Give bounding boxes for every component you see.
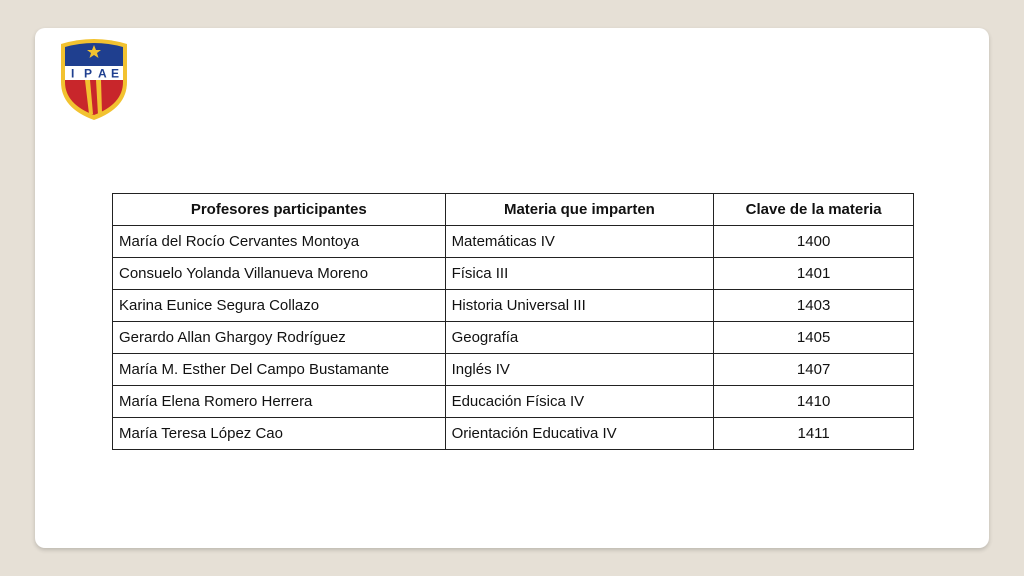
subject-cell: Física III (445, 258, 714, 290)
table-header-row (113, 194, 914, 226)
teacher-cell: María Elena Romero Herrera (113, 386, 446, 418)
ipae-shield-logo-icon (55, 36, 133, 122)
code-cell: 1403 (714, 290, 914, 322)
code-cell: 1411 (714, 418, 914, 450)
logo-letter: A (98, 66, 107, 81)
table-row (113, 322, 914, 354)
logo-letter: E (111, 66, 120, 81)
teacher-cell: María Teresa López Cao (113, 418, 446, 450)
table-row (113, 354, 914, 386)
table-row (113, 386, 914, 418)
subject-cell: Matemáticas IV (445, 226, 714, 258)
subject-cell: Educación Física IV (445, 386, 714, 418)
code-cell: 1405 (714, 322, 914, 354)
subject-cell: Historia Universal III (445, 290, 714, 322)
teacher-cell: Consuelo Yolanda Villanueva Moreno (113, 258, 446, 290)
subject-cell: Inglés IV (445, 354, 714, 386)
code-cell: 1407 (714, 354, 914, 386)
teacher-cell: Gerardo Allan Ghargoy Rodríguez (113, 322, 446, 354)
teachers-table (112, 193, 914, 450)
column-header-code: Clave de la materia (714, 194, 914, 226)
table-row (113, 226, 914, 258)
column-header-subject: Materia que imparten (445, 194, 714, 226)
teacher-cell: María del Rocío Cervantes Montoya (113, 226, 446, 258)
column-header-teachers: Profesores participantes (113, 194, 446, 226)
table-row (113, 290, 914, 322)
table-row (113, 418, 914, 450)
code-cell: 1400 (714, 226, 914, 258)
logo-letter: I (71, 66, 75, 81)
subject-cell: Geografía (445, 322, 714, 354)
logo-letter: P (84, 66, 93, 81)
teacher-cell: María M. Esther Del Campo Bustamante (113, 354, 446, 386)
teacher-cell: Karina Eunice Segura Collazo (113, 290, 446, 322)
table-row (113, 258, 914, 290)
slide (35, 28, 989, 548)
code-cell: 1410 (714, 386, 914, 418)
code-cell: 1401 (714, 258, 914, 290)
subject-cell: Orientación Educativa IV (445, 418, 714, 450)
